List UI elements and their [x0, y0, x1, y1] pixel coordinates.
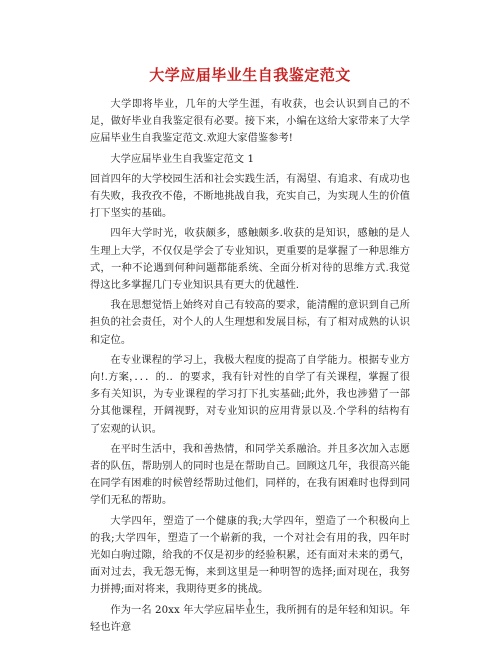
- paragraph: 我在思想觉悟上始终对自己有较高的要求，能清醒的意识到自己所担负的社会责任，对个人的人生理想和发展目标，有了相对成熟的认识和定位。: [90, 300, 410, 346]
- document-body: [90, 96, 410, 639]
- paragraph-last: 作为一名 20xx 年大学应届毕业生，我所拥有的是年轻和知识。年轻也许意: [90, 604, 410, 633]
- paragraph: 在平时生活中，我和善热情，和同学关系融洽。并且多次加入志愿者的队伍，帮助别人的同时也是在帮助自己。回顾这几年，我很高兴能在同学有困难的时候曾经帮助过他们，同样的，在我有困难时也得到同学们无私的帮助。: [90, 443, 410, 507]
- paragraph: 四年大学时光，收获颇多，感触颇多.收获的是知识，感触的是人生理上大学，不仅仅是学会了专业知识，更重要的是掌握了一种思维方式，一种不论遇到何种问题都能系统、全面分析对待的思维方式.我觉得这比多掌握几门专业知识具有更大的优越性.: [90, 228, 410, 292]
- section-heading: 大学应届毕业生自我鉴定范文 1: [110, 153, 255, 165]
- paragraph: 大学四年，塑造了一个健康的我;大学四年，塑造了一个积极向上的我;大学四年，塑造了一个崭新的我，一个对社会有用的我，四年时光如白驹过隙，给我的不仅是初步的经验积累，还有面对未来的勇气，面对过去，我无怨无悔，来到这里是一种明智的选择;面对现在，我努力拼搏;面对将来，我期待更多的挑战。: [90, 515, 410, 596]
- paragraph: 在专业课程的学习上，我极大程度的提高了自学能力。根据专业方向!.方案，．．．的.．的要求，我有针对性的自学了有关课程，掌握了很多有关知识，为专业课程的学习打下扎实基础;此外，我也涉猎了一部分其他课程，开阔视野，对专业知识的应用背景以及.个学科的结构有了宏观的认识。: [90, 354, 410, 435]
- paragraph-intro: 大学即将毕业，几年的大学生涯，有收获，也会认识到自己的不足，做好毕业自我鉴定很有必要。接下来，小编在这给大家带来了大学应届毕业生自我鉴定范文.欢迎大家借鉴参考!: [90, 99, 410, 145]
- document-title: 大学应届毕业生自我鉴定范文: [149, 66, 351, 84]
- paragraph: 回首四年的大学校园生活和社会实践生活，有渴望、有追求、有成功也有失败，我孜孜不倦，不断地挑战自我，充实自己，为实现人生的价值打下坚实的基础。: [90, 173, 410, 220]
- page-number: 1: [247, 598, 253, 607]
